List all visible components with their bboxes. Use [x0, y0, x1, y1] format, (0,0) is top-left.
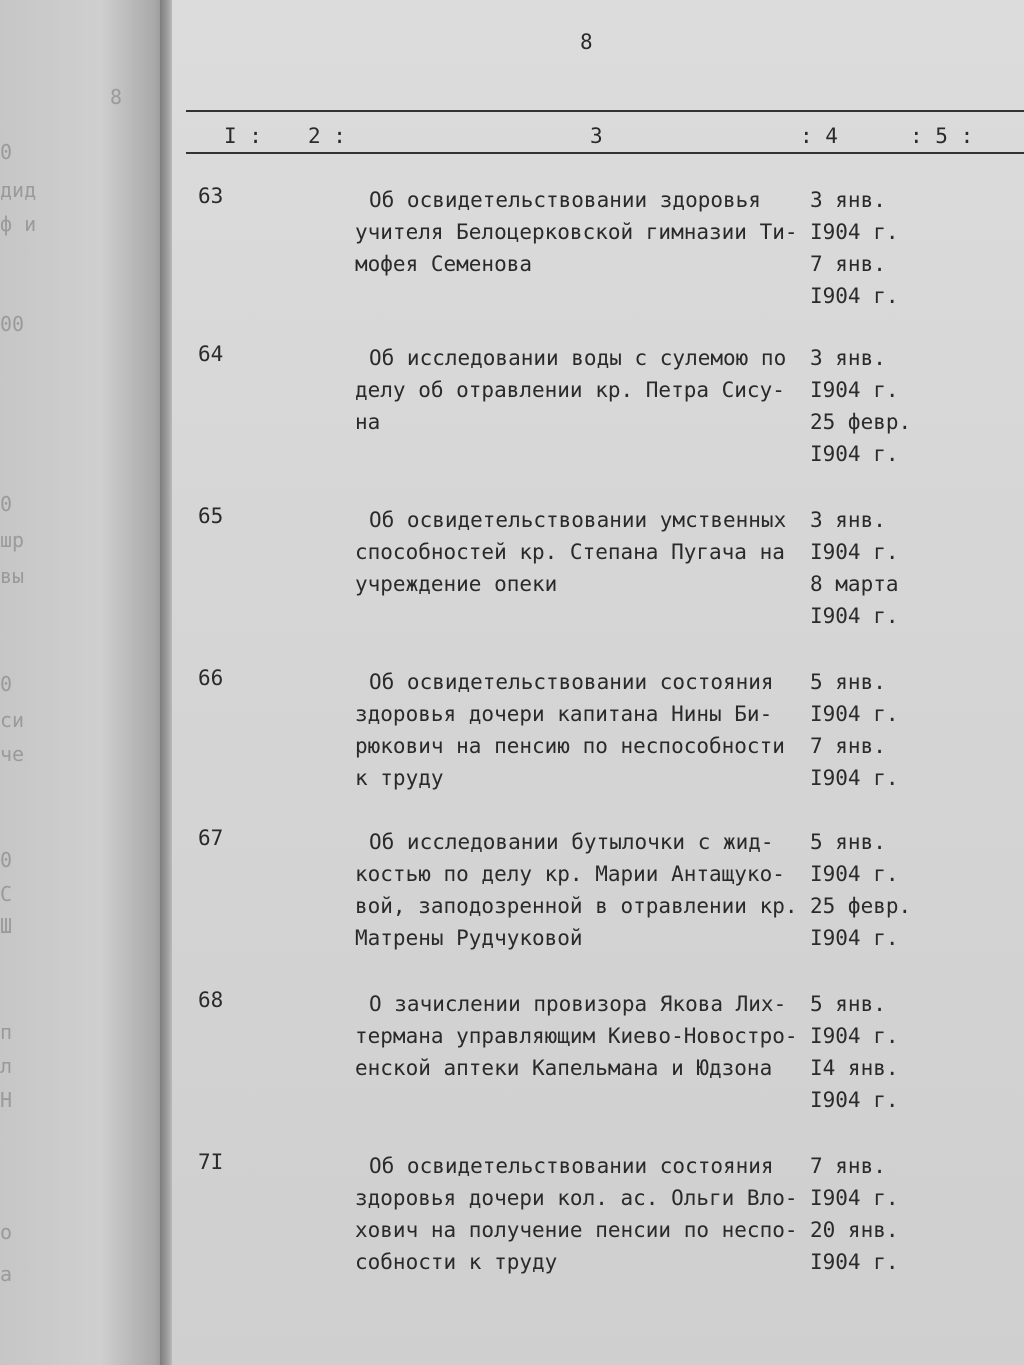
entry-description-line: термана управляющим Киево-Новостро- — [355, 1024, 798, 1048]
entry-description-line: здоровья дочери кол. ас. Ольги Вло- — [355, 1186, 798, 1210]
entry-end-date: I4 янв. — [810, 1056, 899, 1080]
entry-dates — [810, 826, 911, 954]
entry-description-line: Об исследовании воды с сулемою по — [369, 346, 787, 370]
facing-page-text: 8 — [110, 85, 123, 109]
facing-page-text: 0 — [0, 672, 13, 696]
entry-end-date: I904 г. — [810, 1250, 899, 1274]
facing-page-text: 0 — [0, 848, 13, 872]
facing-page — [0, 0, 168, 1365]
entry-description-line: Об освидетельствовании состояния — [369, 670, 774, 694]
column-header-4: : 4 — [800, 124, 838, 148]
entry-start-date: I904 г. — [810, 1186, 899, 1210]
entry-description-line: О зачислении провизора Якова Лих- — [369, 992, 787, 1016]
entry-dates — [810, 666, 899, 794]
facing-page-text: 00 — [0, 312, 25, 336]
entry-description — [355, 1150, 815, 1278]
entry-end-date: 8 марта — [810, 572, 899, 596]
header-top-rule — [186, 110, 1024, 112]
entry-end-date: I904 г. — [810, 604, 899, 628]
entry-description — [355, 666, 815, 794]
header-bottom-rule — [186, 152, 1024, 154]
entry-start-date: I904 г. — [810, 540, 899, 564]
entry-description — [355, 504, 815, 600]
entry-description-line: учреждение опеки — [355, 572, 558, 596]
entry-description-line: на — [355, 410, 381, 434]
entry-end-date: I904 г. — [810, 926, 899, 950]
entry-start-date: 5 янв. — [810, 670, 886, 694]
entry-end-date: 7 янв. — [810, 734, 886, 758]
page-number: 8 — [580, 30, 593, 54]
entry-number: 68 — [198, 988, 224, 1012]
entry-description-line: учителя Белоцерковской гимназии Ти- — [355, 220, 798, 244]
entry-description-line: Об освидетельствовании состояния — [369, 1154, 774, 1178]
entry-description — [355, 826, 815, 954]
entry-description — [355, 988, 815, 1084]
entry-number: 65 — [198, 504, 224, 528]
facing-page-text: Ш — [0, 914, 13, 938]
entry-end-date: 25 февр. — [810, 894, 912, 918]
entry-start-date: I904 г. — [810, 1024, 899, 1048]
entry-start-date: 3 янв. — [810, 188, 886, 212]
entry-description-line: здоровья дочери капитана Нины Би- — [355, 702, 773, 726]
facing-page-text: ф и — [0, 212, 37, 236]
facing-page-text: си — [0, 708, 25, 732]
entry-dates — [810, 342, 911, 470]
facing-page-text: л — [0, 1054, 13, 1078]
column-header-2: 2 : — [308, 124, 346, 148]
entry-start-date: 3 янв. — [810, 508, 886, 532]
facing-page-text: Н — [0, 1088, 13, 1112]
facing-page-text: че — [0, 742, 25, 766]
entry-dates — [810, 988, 899, 1116]
facing-page-text: а — [0, 1262, 13, 1286]
facing-page-text: о — [0, 1220, 13, 1244]
entry-end-date: I904 г. — [810, 766, 899, 790]
entry-description-line: мофея Семенова — [355, 252, 533, 276]
entry-start-date: 5 янв. — [810, 992, 886, 1016]
entry-end-date: 25 февр. — [810, 410, 912, 434]
entry-description-line: способностей кр. Степана Пугача на — [355, 540, 785, 564]
entry-description-line: рюкович на пенсию по неспособности — [355, 734, 785, 758]
entry-start-date: I904 г. — [810, 862, 899, 886]
facing-page-text: дид — [0, 178, 37, 202]
entry-description-line: делу об отравлении кр. Петра Сису- — [355, 378, 785, 402]
entry-end-date: I904 г. — [810, 284, 899, 308]
entry-description-line: костью по делу кр. Марии Антащуко- — [355, 862, 785, 886]
entry-end-date: I904 г. — [810, 442, 899, 466]
entry-description-line: собности к труду — [355, 1250, 558, 1274]
entry-description-line: вой, заподозренной в отравлении кр. — [355, 894, 798, 918]
entry-description — [355, 184, 815, 280]
column-header-5: : 5 : — [910, 124, 974, 148]
entry-start-date: 3 янв. — [810, 346, 886, 370]
entry-description-line: Матрены Рудчуковой — [355, 926, 583, 950]
column-header-3: 3 — [590, 124, 603, 148]
entry-number: 66 — [198, 666, 224, 690]
entry-description-line: Об исследовании бутылочки с жид- — [369, 830, 774, 854]
column-header-1: I : — [224, 124, 262, 148]
document-page — [172, 0, 1024, 1365]
entry-description-line: к труду — [355, 766, 444, 790]
entry-end-date: 20 янв. — [810, 1218, 899, 1242]
entry-dates — [810, 1150, 899, 1278]
entry-description-line: Об освидетельствовании умственных — [369, 508, 787, 532]
facing-page-text: шр — [0, 528, 25, 552]
entry-dates — [810, 184, 899, 312]
entry-description — [355, 342, 815, 438]
entry-description-line: Об освидетельствовании здоровья — [369, 188, 761, 212]
entry-start-date: I904 г. — [810, 702, 899, 726]
facing-page-text: 0 — [0, 492, 13, 516]
entry-number: 64 — [198, 342, 224, 366]
facing-page-text: C — [0, 882, 13, 906]
entry-description-line: хович на получение пенсии по неспо- — [355, 1218, 798, 1242]
entry-start-date: 5 янв. — [810, 830, 886, 854]
entry-description-line: енской аптеки Капельмана и Юдзона — [355, 1056, 773, 1080]
facing-page-text: вы — [0, 564, 25, 588]
entry-start-date: 7 янв. — [810, 1154, 886, 1178]
facing-page-text: п — [0, 1020, 13, 1044]
entry-number: 7I — [198, 1150, 224, 1174]
entry-start-date: I904 г. — [810, 220, 899, 244]
entry-end-date: 7 янв. — [810, 252, 886, 276]
entry-number: 67 — [198, 826, 224, 850]
entry-start-date: I904 г. — [810, 378, 899, 402]
entry-number: 63 — [198, 184, 224, 208]
entry-dates — [810, 504, 899, 632]
facing-page-text: 0 — [0, 140, 13, 164]
entry-end-date: I904 г. — [810, 1088, 899, 1112]
